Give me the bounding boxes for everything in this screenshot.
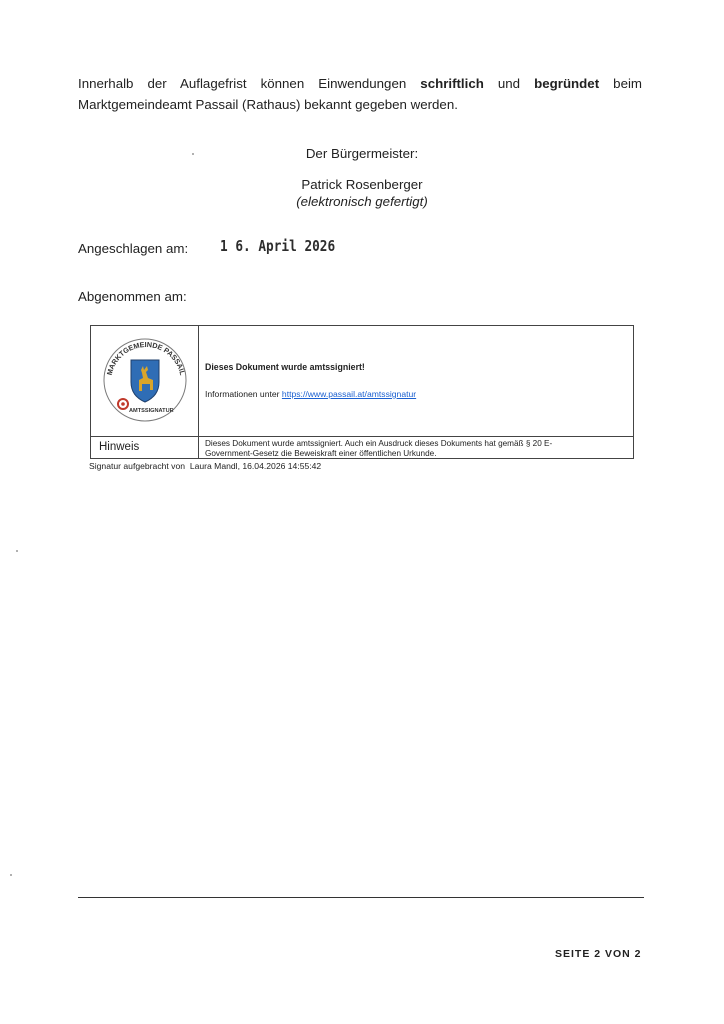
intro-text-part3: beim: [599, 76, 643, 91]
signature-applied: [89, 461, 321, 471]
intro-paragraph: [78, 73, 642, 115]
posted-label: Angeschlagen am:: [78, 241, 189, 256]
signature-block: [90, 325, 634, 459]
hinweis-text: [205, 439, 625, 459]
posted-date-stamp: 1 6. April 2026: [220, 237, 336, 255]
intro-line-1: [78, 73, 642, 94]
scan-speck: [192, 153, 194, 155]
signature-info: [205, 389, 416, 399]
seal-text-bottom: AMTSSIGNATUR: [129, 408, 174, 414]
scan-speck: [16, 550, 18, 552]
intro-bold-begruendet: begründet: [534, 76, 600, 91]
intro-bold-schriftlich: schriftlich: [420, 76, 484, 91]
intro-line-2: Marktgemeindeamt Passail (Rathaus) bekannt gegeben werden.: [78, 97, 458, 112]
footer-divider: [78, 897, 644, 898]
signature-heading: Dieses Dokument wurde amtssigniert!: [205, 362, 365, 372]
hinweis-line-2: Government-Gesetz die Beweiskraft einer öffentlichen Urkunde.: [205, 449, 437, 458]
removed-label: Abgenommen am:: [78, 289, 187, 304]
info-prefix: Informationen unter: [205, 389, 282, 399]
seal-cell: [91, 326, 199, 436]
mayor-name: Patrick Rosenberger: [301, 177, 423, 192]
amtssignatur-link[interactable]: https://www.passail.at/amtssignatur: [281, 389, 417, 399]
hinweis-row: [91, 436, 633, 458]
applied-value: Laura Mandl, 16.04.2026 14:55:42: [189, 461, 322, 471]
applied-prefix: Signatur aufgebracht von: [89, 461, 186, 471]
seal-text-top: MARKTGEMEINDE PASSAIL: [104, 339, 188, 377]
coat-of-arms-seal-icon: [101, 336, 189, 424]
signature-info-cell: [199, 326, 633, 436]
page-number: SEITE 2 VON 2: [555, 948, 642, 960]
hinweis-line-1: Dieses Dokument wurde amtssigniert. Auch ein Ausdruck dieses Dokuments hat gemäß § 20 E-: [205, 439, 553, 448]
mayor-role: Der Bürgermeister:: [305, 146, 419, 161]
electronic-note: (elektronisch gefertigt): [296, 194, 428, 209]
intro-text-part1: Innerhalb der Auflagefrist können Einwendungen: [78, 76, 421, 91]
scan-speck: [10, 874, 12, 876]
intro-text-part2: und: [483, 76, 535, 91]
hinweis-label: Hinweis: [91, 437, 199, 459]
